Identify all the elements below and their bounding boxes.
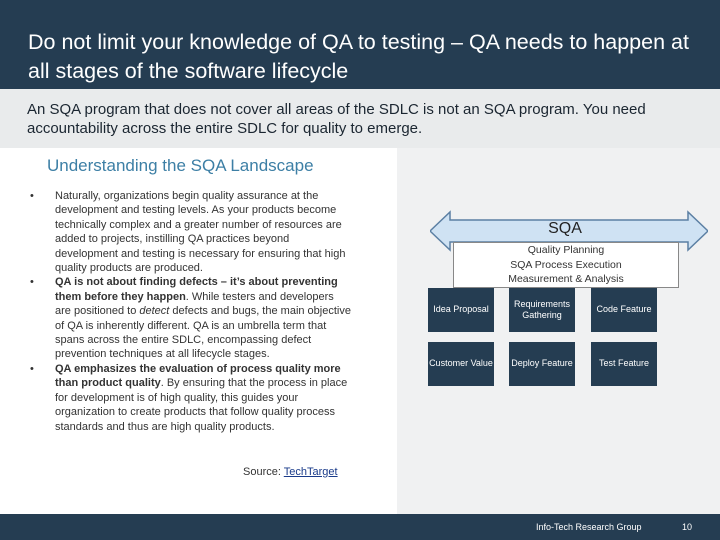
- bullet-text: detect: [139, 305, 170, 318]
- sqa-arrow-label: SQA: [548, 220, 582, 237]
- bullet-item: [30, 189, 352, 275]
- page-number: 10: [682, 522, 693, 532]
- bullet-text: QA emphasizes the evaluation of process quality more than product quality: [55, 362, 341, 390]
- source-line: [243, 466, 338, 478]
- process-line: Measurement & Analysis: [508, 273, 624, 285]
- card-code-feature: [591, 288, 657, 332]
- subtitle-text: An SQA program that does not cover all areas of the SDLC is not an SQA program. You need accountability across the entire SDLC for quality to emerge.: [27, 101, 646, 137]
- bullet-text: Naturally, organizations begin quality assurance at the development and testing levels. As your products become technically complex and a greater number of resources are added to projects, instilling QA practices beyond development and testing is necessary for ensuring that high quality products are produced.: [55, 190, 346, 275]
- card-label: Test Feature: [598, 358, 650, 369]
- card-customer-value: [428, 342, 494, 386]
- bullet-text: . While testers and developers are positioned to: [55, 290, 334, 318]
- footer-brand: Info-Tech Research Group: [536, 522, 642, 532]
- bullet-text: QA is not about finding defects – it’s about preventing them before they happen: [55, 276, 338, 303]
- sqa-process-box: [453, 242, 679, 288]
- bullet-dot: •: [30, 190, 34, 202]
- bullet-item: [30, 362, 352, 434]
- page-title: Do not limit your knowledge of QA to testing – QA needs to happen at all stages of the software lifecycle: [28, 30, 689, 83]
- card-idea-proposal: [428, 288, 494, 332]
- card-test-feature: [591, 342, 657, 386]
- card-label: Requirements Gathering: [513, 298, 571, 320]
- card-label: Idea Proposal: [433, 304, 489, 315]
- section-title: Understanding the SQA Landscape: [47, 156, 314, 175]
- source-label: Source:: [243, 466, 281, 478]
- bullet-item: [30, 275, 352, 361]
- card-requirements-gathering: [509, 288, 575, 332]
- source-link[interactable]: TechTarget: [283, 466, 338, 478]
- card-deploy-feature: [509, 342, 575, 386]
- bullet-list: [30, 189, 352, 434]
- bullet-dot: •: [30, 362, 34, 375]
- process-line: SQA Process Execution: [510, 258, 622, 271]
- card-label: Customer Value: [429, 358, 493, 369]
- bullet-dot: •: [30, 276, 34, 289]
- card-label: Code Feature: [596, 304, 652, 315]
- bullet-text: . By ensuring that the process in place for development is of high quality, this guides your organization to create products that follow quality process standards and thus are high quality products.: [55, 377, 348, 433]
- card-label: Deploy Feature: [511, 358, 573, 369]
- process-line: Quality Planning: [527, 244, 605, 256]
- bullet-text: defects and bugs, the main objective of QA is inherently different. QA is an umbrella term that spans across the entire SDLC, encompassing defect prevention techniques at all lifecycle stages.: [55, 305, 351, 361]
